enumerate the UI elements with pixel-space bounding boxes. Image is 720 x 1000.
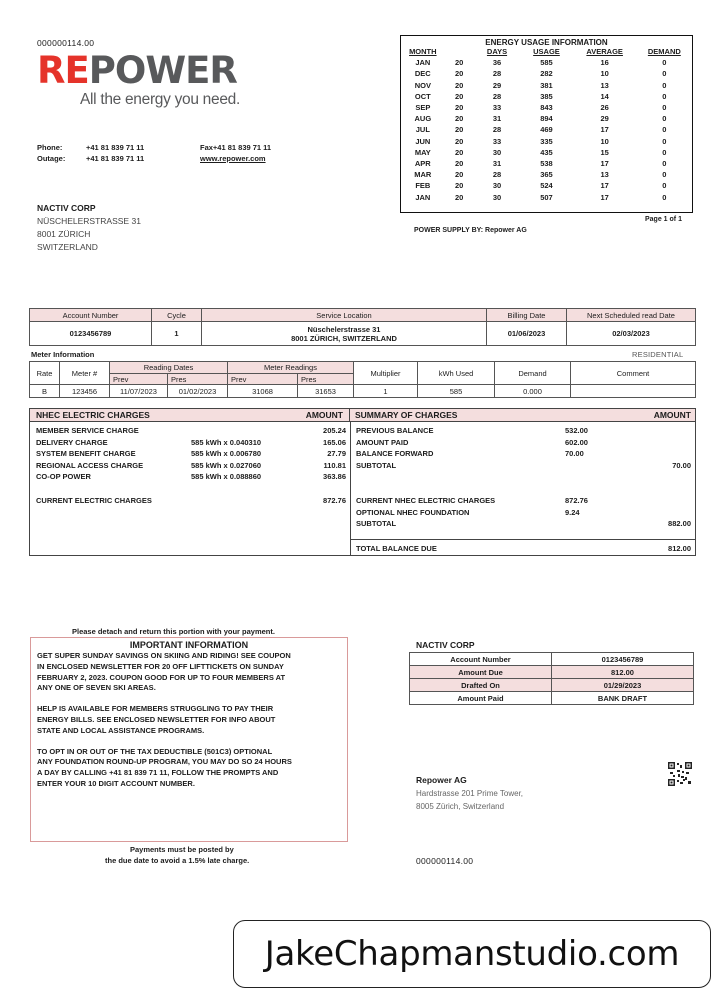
usage-cell: 20 (455, 114, 464, 124)
usage-col-header: MONTH (409, 47, 437, 57)
usage-row (401, 57, 692, 68)
phone-number: +41 81 839 71 11 (86, 143, 145, 152)
summary-list (356, 425, 691, 471)
usage-cell: 17 (600, 181, 609, 191)
prev-balance: 532.00 (565, 426, 588, 435)
remit-label: Drafted On (410, 679, 552, 692)
subtotal1-label: SUBTOTAL (356, 460, 397, 470)
usage-cell: 524 (540, 181, 553, 191)
usage-col-header: DAYS (486, 47, 508, 57)
usage-row (401, 91, 692, 102)
remit-address-2: 8005 Zürich, Switzerland (416, 802, 505, 811)
customer-city: 8001 ZÜRICH (37, 229, 91, 239)
usage-cell: 20 (455, 192, 464, 202)
electric-charge-row (36, 437, 346, 449)
usage-cell: 16 (600, 58, 609, 68)
total-row (356, 543, 691, 555)
usage-cell: DEC (414, 69, 431, 79)
cycle: 1 (152, 322, 202, 346)
usage-row (401, 158, 692, 169)
customer-name: NACTIV CORP (37, 203, 96, 213)
usage-cell: 282 (540, 69, 553, 79)
summary-title: SUMMARY OF CHARGES (355, 410, 458, 420)
charge-label: CO-OP POWER (36, 472, 91, 481)
meter-kwh: 585 (418, 385, 495, 398)
charge-label: DELIVERY CHARGE (36, 437, 108, 447)
electric-charges-header (30, 409, 350, 422)
usage-row (401, 124, 692, 135)
subtotal1: 70.00 (672, 460, 691, 470)
charge-label: REGIONAL ACCESS CHARGE (36, 460, 144, 470)
optional-foundation: 9.24 (565, 507, 580, 517)
usage-cell: 31 (492, 158, 502, 168)
usage-cell: 14 (600, 91, 609, 101)
notice-paragraph-1 (37, 651, 347, 694)
usage-col-header: DEMAND (647, 47, 681, 57)
remit-row (410, 692, 694, 705)
meter-number: 123456 (60, 385, 110, 398)
usage-cell: 30 (492, 192, 502, 202)
h-date-pres: Pres (168, 374, 228, 385)
location-line1: Nüschelerstrasse 31 (307, 324, 381, 334)
usage-cell: 17 (600, 192, 609, 202)
usage-cell: 894 (540, 114, 553, 124)
notice-line: GET SUPER SUNDAY SAVINGS ON SKIING AND RIDING! SEE COUPON (37, 651, 291, 660)
usage-cell: 10 (600, 136, 609, 146)
charge-amount: 110.81 (323, 460, 346, 470)
usage-cell: 31 (492, 114, 502, 124)
customer-address (37, 202, 141, 254)
charge-detail: 585 kWh x 0.088860 (191, 472, 262, 481)
charge-detail: 585 kWh x 0.006780 (191, 449, 262, 458)
subtotal2: 882.00 (668, 519, 691, 528)
usage-cell: SEP (415, 103, 431, 113)
usage-cell: 28 (492, 69, 502, 79)
usage-cell: 20 (455, 125, 464, 135)
usage-cell: 17 (600, 125, 609, 135)
usage-cell: 381 (540, 80, 553, 90)
charge-detail: 585 kWh x 0.040310 (191, 437, 262, 447)
usage-cell: 15 (600, 147, 609, 157)
charge-amount: 205.24 (323, 426, 346, 435)
h-meter-readings: Meter Readings (228, 362, 354, 374)
usage-cell: FEB (415, 181, 431, 191)
header-account-number: Account Number (30, 309, 152, 322)
usage-cell: 507 (540, 192, 553, 202)
remit-row (410, 666, 694, 679)
usage-cell: OCT (414, 91, 431, 101)
header-cycle: Cycle (152, 309, 202, 322)
logo-re: RE (37, 49, 89, 92)
remit-value: BANK DRAFT (552, 692, 694, 705)
usage-title: ENERGY USAGE INFORMATION (485, 38, 608, 47)
usage-cell: 0 (662, 125, 667, 135)
usage-cell: 0 (662, 181, 667, 191)
usage-cell: 28 (492, 170, 502, 180)
watermark-text: JakeChapmanstudio.com (264, 934, 680, 974)
usage-cell: 0 (662, 114, 667, 124)
h-multiplier: Multiplier (354, 362, 418, 385)
meter-date-pres: 01/02/2023 (168, 385, 228, 398)
customer-country: SWITZERLAND (37, 242, 98, 252)
summary-optional-row (356, 507, 691, 519)
usage-cell: 469 (540, 125, 553, 135)
usage-cell: NOV (414, 80, 431, 90)
power-supply-note: POWER SUPPLY BY: Repower AG (414, 227, 527, 234)
h-read-prev: Prev (228, 374, 298, 385)
notice-line: TO OPT IN OR OUT OF THE TAX DEDUCTIBLE (501C3) OPTIONAL (37, 746, 273, 756)
detach-note: Please detach and return this portion with your payment. (72, 627, 275, 636)
notice-paragraph-2 (37, 704, 347, 736)
usage-row (401, 102, 692, 113)
notice-paragraph-3 (37, 747, 347, 790)
remit-table (409, 652, 694, 705)
usage-cell: MAY (414, 147, 431, 157)
usage-cell: 26 (600, 103, 609, 113)
usage-row (401, 136, 692, 147)
meter-table (29, 361, 696, 398)
notice-line: A DAY BY CALLING +41 81 839 71 11, FOLLOW THE PROMPTS AND (37, 768, 279, 778)
electric-charges-title: NHEC ELECTRIC CHARGES (36, 410, 150, 420)
electric-charge-row (36, 448, 346, 460)
outage-number: +41 81 839 71 11 (86, 154, 145, 163)
meter-rate: B (30, 385, 60, 398)
document-number: 000000114.00 (37, 38, 95, 48)
balance-forward-label: BALANCE FORWARD (356, 449, 434, 458)
summary-subtotal2-row (356, 518, 691, 530)
current-electric-charges-row (36, 495, 346, 507)
usage-cell: 0 (662, 80, 667, 90)
usage-cell: 20 (455, 170, 464, 180)
usage-row (401, 80, 692, 91)
usage-cell: 0 (662, 158, 667, 168)
charge-label: MEMBER SERVICE CHARGE (36, 426, 139, 435)
meter-row (30, 385, 696, 398)
posted-note-2: the due date to avoid a 1.5% late charge. (105, 856, 250, 865)
usage-cell: 0 (662, 136, 667, 146)
usage-row (401, 113, 692, 124)
usage-cell: 10 (600, 69, 609, 79)
notice-line: STATE AND LOCAL ASSISTANCE PROGRAMS. (37, 725, 205, 735)
usage-cell: 13 (600, 80, 609, 90)
notice-line: HELP IS AVAILABLE FOR MEMBERS STRUGGLING TO PAY THEIR (37, 704, 274, 714)
usage-col-header: USAGE (533, 47, 560, 57)
usage-cell: 385 (540, 91, 553, 101)
meter-info-title: Meter Information (31, 350, 95, 359)
summary-forward-row (356, 448, 691, 460)
header-billing-date: Billing Date (487, 309, 567, 322)
usage-cell: 20 (455, 181, 464, 191)
charges-section (29, 408, 696, 556)
usage-cell: 33 (492, 103, 502, 113)
amount-paid-label: AMOUNT PAID (356, 437, 409, 447)
outage-label: Outage: (37, 154, 66, 163)
notice-line: ANY ONE OF SEVEN SKI AREAS. (37, 683, 156, 693)
usage-cell: 365 (540, 170, 553, 180)
usage-cell: 20 (455, 91, 464, 101)
usage-table (401, 46, 692, 203)
charge-amount: 165.06 (323, 437, 346, 447)
usage-row (401, 169, 692, 180)
phone-label: Phone: (37, 143, 63, 152)
current-electric-amount: 872.76 (323, 496, 346, 505)
meter-multiplier: 1 (354, 385, 418, 398)
usage-cell: MAR (414, 170, 432, 180)
subtotal2-label: SUBTOTAL (356, 519, 397, 528)
usage-cell: 13 (600, 170, 609, 180)
total-balance-due: 812.00 (668, 544, 691, 553)
usage-cell: JUN (415, 136, 431, 146)
usage-row (401, 147, 692, 158)
current-nhec-label: CURRENT NHEC ELECTRIC CHARGES (356, 496, 496, 505)
notice-line: ANY FOUNDATION ROUND-UP PROGRAM, YOU MAY DO SO 24 HOURS (37, 757, 292, 767)
usage-cell: 33 (492, 136, 502, 146)
optional-foundation-label: OPTIONAL NHEC FOUNDATION (356, 507, 470, 517)
meter-read-pres: 31653 (298, 385, 354, 398)
balance-forward: 70.00 (565, 449, 584, 458)
usage-cell: 538 (540, 158, 553, 168)
next-read-date: 02/03/2023 (567, 322, 696, 346)
usage-cell: 20 (455, 158, 464, 168)
meter-demand: 0.000 (495, 385, 571, 398)
notice-line: ENTER YOUR 10 DIGIT ACCOUNT NUMBER. (37, 778, 195, 788)
h-kwh: kWh Used (418, 362, 495, 385)
usage-cell: 20 (455, 103, 464, 113)
usage-cell: APR (414, 158, 431, 168)
total-divider (350, 539, 695, 540)
billing-date: 01/06/2023 (487, 322, 567, 346)
h-date-prev: Prev (110, 374, 168, 385)
notice-line: IN ENCLOSED NEWSLETTER FOR 20 OFF LIFTTICKETS ON SUNDAY (37, 661, 284, 671)
remit-doc-number: 000000114.00 (416, 856, 474, 866)
qr-code (668, 762, 692, 786)
amount-paid: 602.00 (565, 437, 588, 447)
usage-cell: 0 (662, 58, 667, 68)
notice-title: IMPORTANT INFORMATION (129, 640, 249, 650)
usage-cell: 30 (492, 147, 502, 157)
remit-row (410, 653, 694, 666)
usage-cell: 0 (662, 69, 667, 79)
summary-list-2 (356, 495, 691, 530)
remit-value: 01/29/2023 (552, 679, 694, 692)
h-comment: Comment (571, 362, 696, 385)
location-line2: 8001 ZÜRICH, SWITZERLAND (291, 333, 397, 343)
meter-read-prev: 31068 (228, 385, 298, 398)
remit-row (410, 679, 694, 692)
h-read-pres: Pres (298, 374, 354, 385)
usage-cell: 585 (540, 58, 553, 68)
usage-cell: 435 (540, 147, 553, 157)
summary-paid-row (356, 437, 691, 449)
usage-cell: 20 (455, 80, 464, 90)
remit-company: Repower AG (416, 775, 467, 785)
usage-cell: 36 (492, 58, 502, 68)
company-tagline: All the energy you need. (80, 91, 240, 108)
electric-charge-row (36, 471, 346, 483)
service-location (202, 322, 487, 346)
usage-row (401, 68, 692, 79)
usage-cell: 20 (455, 147, 464, 157)
usage-row (401, 191, 692, 202)
usage-cell: 20 (455, 69, 464, 79)
usage-cell: 0 (662, 170, 667, 180)
electric-charge-row (36, 425, 346, 437)
summary-current-row (356, 495, 691, 507)
meter-type: RESIDENTIAL (632, 350, 684, 359)
header-service-location: Service Location (202, 309, 487, 322)
summary-header (350, 409, 695, 422)
customer-street: NÜSCHELERSTRASSE 31 (37, 216, 141, 226)
charge-amount: 27.79 (327, 449, 346, 458)
usage-cell: 20 (455, 136, 464, 146)
usage-cell: JAN (415, 192, 431, 202)
electric-charge-row (36, 460, 346, 472)
website-link[interactable]: www.repower.com (200, 154, 266, 163)
usage-cell: 0 (662, 192, 667, 202)
usage-cell: 843 (540, 103, 553, 113)
usage-cell: 0 (662, 147, 667, 157)
current-nhec: 872.76 (565, 496, 588, 505)
logo-power: POWER (88, 49, 237, 92)
total-label: TOTAL BALANCE DUE (356, 544, 437, 553)
account-number: 0123456789 (30, 322, 152, 346)
electric-charges-list (36, 425, 346, 483)
usage-cell: 30 (492, 181, 502, 191)
notice-line: ENERGY BILLS. SEE ENCLOSED NEWSLETTER FOR INFO ABOUT (37, 714, 276, 724)
usage-cell: JUL (415, 125, 430, 135)
usage-cell: 29 (492, 80, 502, 90)
usage-cell: 17 (600, 158, 609, 168)
meter-comment (571, 385, 696, 398)
company-logo (37, 49, 237, 92)
charge-detail: 585 kWh x 0.027060 (191, 460, 262, 470)
h-rate: Rate (30, 362, 60, 385)
usage-cell: 20 (455, 58, 464, 68)
remit-customer-name: NACTIV CORP (416, 640, 475, 650)
page-indicator: Page 1 of 1 (645, 216, 682, 223)
summary-amount-label: AMOUNT (653, 410, 691, 420)
remit-label: Account Number (410, 653, 552, 666)
usage-row (401, 180, 692, 191)
usage-cell: 335 (540, 136, 553, 146)
usage-col-header: AVERAGE (586, 47, 623, 57)
usage-cell: AUG (414, 114, 432, 124)
energy-usage-box (400, 35, 693, 213)
h-meter: Meter # (60, 362, 110, 385)
charge-label: SYSTEM BENEFIT CHARGE (36, 449, 136, 458)
charge-amount: 363.86 (323, 472, 346, 481)
h-demand: Demand (495, 362, 571, 385)
remit-value: 812.00 (552, 666, 694, 679)
summary-prev-row (356, 425, 691, 437)
notice-line: FEBRUARY 2, 2023. COUPON GOOD FOR UP TO FOUR MEMBERS AT (37, 672, 286, 682)
remit-value: 0123456789 (552, 653, 694, 666)
electric-amount-label: AMOUNT (305, 410, 343, 420)
important-info-box (30, 637, 348, 842)
remit-label: Amount Paid (410, 692, 552, 705)
account-table (29, 308, 696, 346)
charges-divider (350, 422, 351, 555)
usage-cell: 28 (492, 91, 502, 101)
prev-balance-label: PREVIOUS BALANCE (356, 426, 434, 435)
remit-address-1: Hardstrasse 201 Prime Tower, (416, 789, 524, 798)
usage-cell: JAN (415, 58, 431, 68)
usage-cell: 28 (492, 125, 502, 135)
h-reading-dates: Reading Dates (110, 362, 228, 374)
usage-col-header (445, 46, 474, 57)
usage-cell: 0 (662, 91, 667, 101)
usage-cell: 29 (600, 114, 609, 124)
header-next-read: Next Scheduled read Date (567, 309, 696, 322)
remit-label: Amount Due (410, 666, 552, 679)
fax-number: Fax+41 81 839 71 11 (200, 143, 272, 152)
meter-date-prev: 11/07/2023 (110, 385, 168, 398)
watermark-box (233, 920, 711, 988)
summary-subtotal1-row (356, 460, 691, 472)
posted-note-1: Payments must be posted by (130, 845, 234, 854)
current-electric-label: CURRENT ELECTRIC CHARGES (36, 496, 152, 505)
usage-cell: 0 (662, 103, 667, 113)
